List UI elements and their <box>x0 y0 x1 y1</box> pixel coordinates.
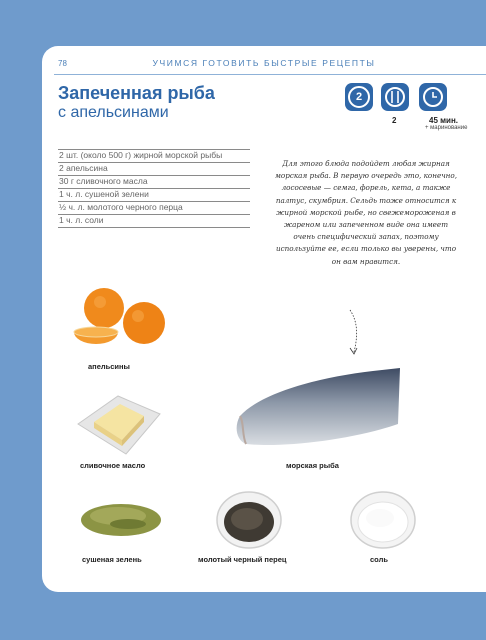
herbs-label: сушеная зелень <box>82 555 142 564</box>
time-value: 45 мин. <box>429 116 459 125</box>
section-title: УЧИМСЯ ГОТОВИТЬ БЫСТРЫЕ РЕЦЕПТЫ <box>152 58 376 68</box>
butter-photo <box>74 390 164 460</box>
pepper-label: молотый черный перец <box>198 555 287 564</box>
page-number: 78 <box>58 59 67 68</box>
butter-label: сливочное масло <box>80 461 146 470</box>
cookbook-page <box>42 46 486 592</box>
ingredient-item: ½ ч. л. молотого черного перца <box>58 202 250 215</box>
salt-label: соль <box>370 555 388 564</box>
ingredient-item: 30 г сливочного масла <box>58 176 250 189</box>
recipe-icons <box>345 83 475 131</box>
servings-value: 2 <box>392 116 397 125</box>
cutlery-icon <box>381 83 409 111</box>
ingredient-item: 2 апельсина <box>58 163 250 176</box>
oranges-label: апельсины <box>88 362 130 371</box>
ingredient-item: 1 ч. л. сушеной зелени <box>58 189 250 202</box>
time-note: + маринование <box>425 125 468 131</box>
fish-label: морская рыба <box>286 461 339 470</box>
herbs-photo <box>76 494 166 544</box>
ingredient-item: 2 шт. (около 500 г) жирной морской рыбы <box>58 149 250 163</box>
ingredient-list <box>58 149 250 228</box>
header-divider <box>54 74 486 75</box>
recipe-subtitle: с апельсинами <box>58 104 169 121</box>
handwritten-note: Для этого блюда подойдет любая жирная морская рыба. В первую очередь это, конечно, лососевые — семга, форель, кета, а также палтус, скумбрия. Сельдь тоже относится к жирной морской рыбе, но свежемороженая в жареном или запеченном виде она имеет очень специфический запах, поэтому используйте ее, если только вы уверены, что он вам нравится. <box>274 159 458 266</box>
servings-icon: 2 <box>345 83 373 111</box>
pointer-arrow <box>342 308 372 358</box>
recipe-title: Запеченная рыба <box>58 83 215 103</box>
oranges-photo <box>72 286 172 366</box>
salt-photo <box>348 486 418 552</box>
clock-icon <box>419 83 447 111</box>
pepper-photo <box>214 486 284 552</box>
ingredient-item: 1 ч. л. соли <box>58 215 250 228</box>
fish-photo <box>232 364 407 449</box>
